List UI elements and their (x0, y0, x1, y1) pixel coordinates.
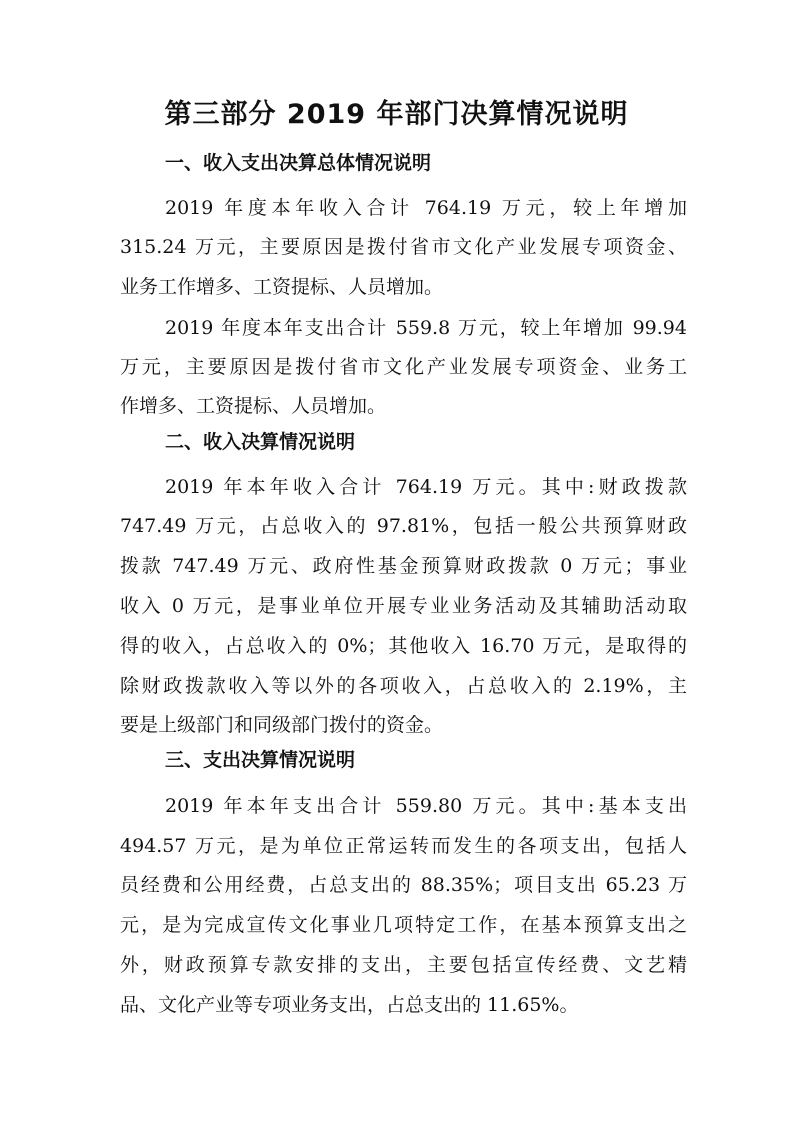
paragraph-line: 2019 年度本年收入合计 764.19 万元，较上年增加 (165, 197, 687, 219)
paragraph-line: 除财政拨款收入等以外的各项收入，占总收入的 2.19%，主 (120, 675, 687, 697)
paragraph-line: 2019 年本年支出合计 559.80 万元。其中:基本支出 (165, 795, 687, 817)
section-heading-overall: 一、收入支出决算总体情况说明 (165, 152, 432, 174)
paragraph-line: 外，财政预算专款安排的支出，主要包括宣传经费、文艺精 (120, 954, 687, 976)
paragraph-line: 元，是为完成宣传文化事业几项特定工作，在基本预算支出之 (120, 914, 687, 936)
paragraph-line: 2019 年度本年支出合计 559.8 万元，较上年增加 99.94 (165, 317, 687, 339)
paragraph-line: 员经费和公用经费，占总支出的 88.35%；项目支出 65.23 万 (120, 874, 687, 896)
paragraph-line: 得的收入，占总收入的 0%；其他收入 16.70 万元，是取得的 (120, 635, 687, 657)
paragraph-line: 747.49 万元，占总收入的 97.81%，包括一般公共预算财政 (120, 515, 687, 537)
page-title: 第三部分 2019 年部门决算情况说明 (164, 99, 629, 130)
paragraph-line: 万元，主要原因是拨付省市文化产业发展专项资金、业务工 (120, 356, 687, 378)
paragraph-line: 品、文化产业等专项业务支出，占总支出的 11.65%。 (120, 994, 579, 1016)
paragraph-line: 作增多、工资提标、人员增加。 (120, 395, 387, 417)
paragraph-line: 2019 年本年收入合计 764.19 万元。其中:财政拨款 (165, 476, 687, 498)
paragraph-line: 业务工作增多、工资提标、人员增加。 (120, 276, 444, 298)
paragraph-line: 要是上级部门和同级部门拨付的资金。 (120, 714, 444, 736)
paragraph-line: 收入 0 万元，是事业单位开展专业业务活动及其辅助活动取 (120, 595, 687, 617)
paragraph-line: 拨款 747.49 万元、政府性基金预算财政拨款 0 万元；事业 (120, 555, 687, 577)
section-heading-income: 二、收入决算情况说明 (165, 431, 356, 453)
paragraph-line: 315.24 万元，主要原因是拨付省市文化产业发展专项资金、 (120, 236, 687, 258)
section-heading-expenditure: 三、支出决算情况说明 (165, 749, 356, 771)
paragraph-line: 494.57 万元，是为单位正常运转而发生的各项支出，包括人 (120, 835, 687, 857)
